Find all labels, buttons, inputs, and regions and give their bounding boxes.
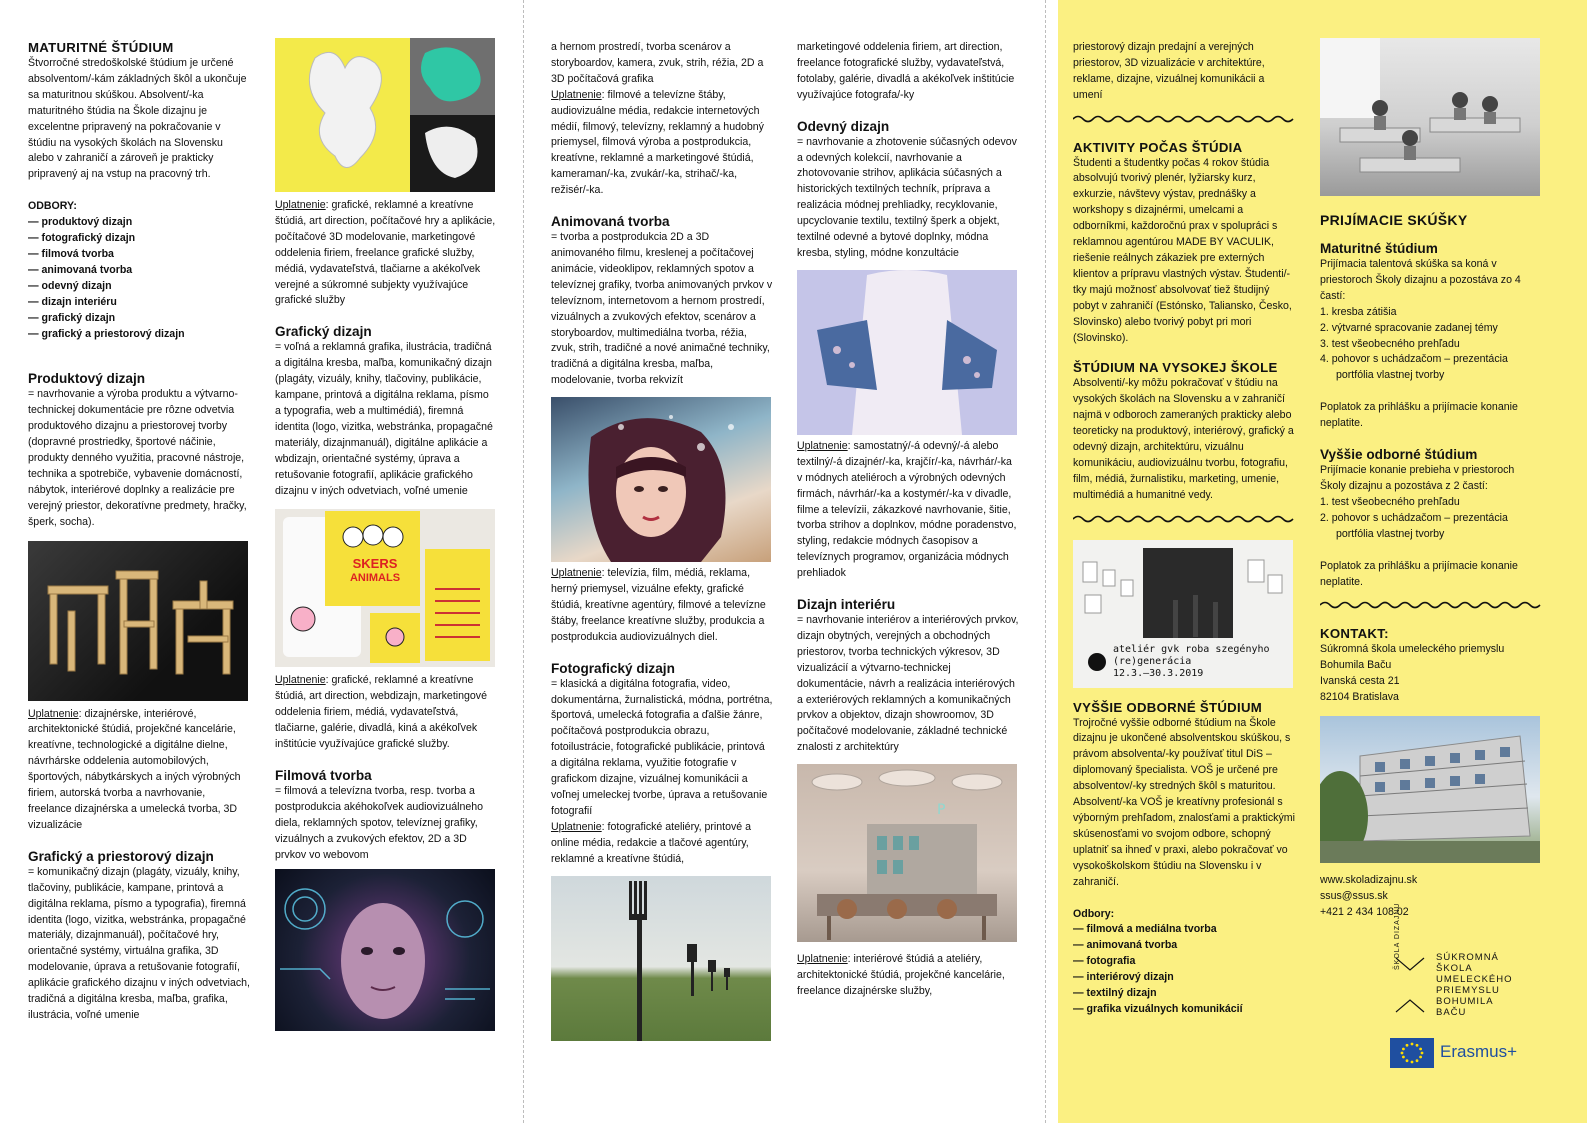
product-design-photo xyxy=(28,541,248,701)
uplatnenie-label: Uplatnenie xyxy=(28,707,79,720)
fold-line xyxy=(523,0,524,1123)
wavy-divider xyxy=(1320,600,1542,610)
graficky-priestorovy-uplatnenie: : grafické, reklamné a kreatívne štúdiá, art direction, počítačové hry a aplikácie, počítačové 3D modelovanie, marketingové oddelenia firiem, freelance grafické služby, médiá, vydavateľstvá, tlačiarne a akékoľvek verejné a súkromné subjekty využívajúce grafické služby xyxy=(275,199,496,307)
odbor-item: — grafický a priestorový dizajn xyxy=(28,327,185,340)
odbor-item: — grafický dizajn xyxy=(28,311,116,324)
vos-odbor-item: — fotografia xyxy=(1073,955,1136,968)
produktovy-dizajn-text: = navrhovanie a výroba produktu a výtvarno-technickej dokumentácie pre rôzne odvetvia produktového dizajnu a priestorovej tvorby (dopravné prostriedky, športové náčinie, produkty denného využitia, pracovné nástroje, technika a spotrebiče, vybavenie domácností, nábytok, interiérové doplnky a realizácie pre verejný priestor, dekoratívne predmety, hračky, šperk, socha). xyxy=(28,388,247,528)
animovana-uplatnenie-text: : televízia, film, médiá, reklama, herný priemysel, vizuálne efekty, grafické štúdiá, kreatívne agentúry, filmové a televízne štáby, freelance kreatívne služby, produkcia a postprodukcia audiovizuálnych diel. xyxy=(551,567,766,643)
vos-odbory-heading: Odbory: xyxy=(1073,907,1115,920)
erasmus-logo xyxy=(1390,1038,1540,1070)
wavy-divider xyxy=(1073,114,1295,124)
animation-illustration xyxy=(551,397,771,562)
part-item: 2. výtvarné spracovanie zadanej témy xyxy=(1320,321,1498,334)
filmova-tvorba-cont: a hernom prostredí, tvorba scenárov a storyboardov, kamera, zvuk, strih, réžia, 2D a 3D počítačová grafika xyxy=(551,41,764,85)
column-5 xyxy=(1073,40,1295,1018)
kontakt-address xyxy=(1320,642,1542,706)
odbor-item: — fotografický dizajn xyxy=(28,232,136,245)
uplatnenie-label: Uplatnenie xyxy=(551,88,602,101)
vos-text: Trojročné vyššie odborné štúdium na Škole dizajnu je ukončené absolventskou skúškou, s právom absolventa/-ky používať titul DiS – diplomovaný špecialista. VOŠ je určené pre absolventov/-ky stredných škôl s maturitou. Absolvent/-ka VOŠ je kreatívny profesionál s výborným prehľadom, znalosťami a praktickými skúsenosťami vo svojom odbore, schopný uplatniť sa ihneď v praxi, alebo pokračovať vo vysokoškolskom štúdiu na Slovensku i v zahraničí. xyxy=(1073,716,1295,888)
poster-subtitle: ANIMALS xyxy=(349,572,401,585)
filmova-tvorba-heading: Filmová tvorba xyxy=(275,767,372,783)
part-item: 4. pohovor s uchádzačom – prezentácia portfólia vlastnej tvorby xyxy=(1320,353,1508,382)
column-1 xyxy=(28,40,250,1024)
poster-merch-photo xyxy=(275,509,495,667)
part-item: 1. test všeobecného prehľadu xyxy=(1320,495,1460,508)
odbory-heading: ODBORY: xyxy=(28,200,77,213)
uplatnenie-label: Uplatnenie xyxy=(797,953,848,966)
address-line: Bohumila Baču xyxy=(1320,659,1392,672)
logo-line: BAČU xyxy=(1436,1007,1467,1018)
fashion-photo xyxy=(797,270,1017,435)
logo-mark-text: ŠKOLA DIZAJNU xyxy=(1394,902,1401,970)
graficky-priestorovy-heading: Grafický a priestorový dizajn xyxy=(28,848,214,864)
odbory-list xyxy=(28,215,250,342)
aktivity-text: Študenti a študentky počas 4 rokov štúdia absolvujú tvorivý plenér, lyžiarsky kurz, exkurzie, návštevy výstav, prednášky a workshopy s dizajnérmi, umelcami a odborníkmi, každoročnú prax v spolupráci s reklamnou agentúrou MADE BY VACULIK, riešenie reálnych zákaziek pre externých klientov a prípravu vlastných výstav. Študenti/-tky majú možnosť absolvovať tiež študijný pobyt v zahraničí (Estónsko, Taliansko, Česko, Slovinsko) alebo tvorivý pobyt pri mori (Slovinsko). xyxy=(1073,156,1292,344)
vysoka-skola-heading: ŠTÚDIUM NA VYSOKEJ ŠKOLE xyxy=(1073,360,1278,376)
classroom-photo xyxy=(1320,38,1540,196)
logo-wordmark xyxy=(1436,952,1513,1018)
uplatnenie-label: Uplatnenie xyxy=(797,439,848,452)
dizajn-interieru-heading: Dizajn interiéru xyxy=(797,597,896,613)
odevny-dizajn-heading: Odevný dizajn xyxy=(797,118,890,134)
graficky-dizajn-uplatnenie: : grafické, reklamné a kreatívne štúdiá, art direction, webdizajn, marketingové oddelenia firiem, médiá, vydavateľstvá, tlačiarne, galérie, divadlá, kiná a akékoľvek inštitúcie využívajúce grafické služby. xyxy=(275,674,487,751)
vos-odbor-item: — interiérový dizajn xyxy=(1073,971,1174,984)
logo-line: PRIEMYSLU xyxy=(1436,985,1500,996)
vos-fee-note: Poplatok za prihlášku a prijímacie konanie neplatite. xyxy=(1320,559,1518,588)
3d-sculpture-image xyxy=(275,38,495,192)
giant-forks-photo xyxy=(551,876,771,1041)
fotograficky-dizajn-heading: Fotografický dizajn xyxy=(551,660,675,676)
gallery-exhibition-photo xyxy=(1073,540,1293,688)
part-item: 3. test všeobecného prehľadu xyxy=(1320,337,1460,350)
svg-text:P: P xyxy=(937,802,946,819)
address-line: Ivanská cesta 21 xyxy=(1320,675,1400,688)
maturitne-fee-note: Poplatok za prihlášku a prijímacie konanie neplatite. xyxy=(1320,401,1518,430)
uplatnenie-label: Uplatnenie xyxy=(551,820,602,833)
produktovy-uplatnenie-text: : dizajnérske, interiérové, architektonické štúdiá, projekčné kancelárie, kreatívne, technologické a digitálne dielne, návrhárske oddelenia automobilových, športových, nábytkárskych a iných výrobných firiem, autorská tvorba a navrhovanie, freelance dizajnérska a umelecká tvorba, 3D vizualizácie xyxy=(28,707,241,831)
gallery-caption-3: 12.3.–30.3.2019 xyxy=(1113,667,1204,679)
vos-odbor-item: — textilný dizajn xyxy=(1073,987,1157,1000)
odbor-item: — filmová tvorba xyxy=(28,247,114,260)
graficky-priestorovy-text: = komunikačný dizajn (plagáty, vizuály, knihy, tlačoviny, publikácie, kampane, printová a digitálna reklama, písmo a typografia), firemná identita (logo, vizitka, webstránka, propagačné materiály, dizajnmanuál), počítačové hry, orientačné systémy, virtuálna grafika, 3D modelovanie, úprava a retušovanie fotografií, aplikácie grafického dizajnu v iných odvetviach, tradičná a digitálna kresba, maľba, grafika, ilustrácia, voľné umenie xyxy=(28,865,251,1021)
column-6 xyxy=(1320,38,1542,921)
vos-parts-list xyxy=(1320,495,1542,543)
interior-render xyxy=(797,764,1017,942)
maturitne-prijimacky-text: Prijímacia talentová skúška sa koná v priestoroch Školy dizajnu a pozostáva zo 4 častí: xyxy=(1320,258,1521,302)
uplatnenie-label: Uplatnenie xyxy=(275,199,326,211)
address-line: 82104 Bratislava xyxy=(1320,691,1399,704)
odbor-item: — odevný dizajn xyxy=(28,279,112,292)
erasmus-label: Erasmus+ xyxy=(1440,1042,1517,1061)
vos-prijimacky-text: Prijímacie konanie prebieha v priestoroch Školy dizajnu a pozostáva z 2 častí: xyxy=(1320,464,1515,492)
animovana-tvorba-text: = tvorba a postprodukcia 2D a 3D animovaného filmu, kreslenej a počítačovej animácie, videoklipov, reklamných spotov a televíznej grafiky, tvorba animovaných prvkov v televíznom, internetovom a hernom prostredí, vizuálnych a zvukových efektov, scenárov a storyboardov, multimediálna tvorba, réžia, zvuk, strih, tradičné a nové animačné techniky, tradičná a digitálna kresba, maľba, modelovanie, tvorba rekvizít xyxy=(551,231,773,387)
vysoka-skola-text: Absolventi/-ky môžu pokračovať v štúdiu na vysokých školách na Slovensku a v zahraničí najmä v odboroch zameraných prakticky alebo teoreticky na produktový, interiérový, grafický a odevný dizajn, architektúru, vizuálnu komunikáciu, audiovizuálnu tvorbu, fotografiu, film, médiá, žurnalistiku, marketing, umenie, multimédiá a humanitné vedy. xyxy=(1073,377,1294,501)
odevny-dizajn-text: = navrhovanie a zhotovenie súčasných odevov a odevných kolekcií, navrhovanie a zhotovovanie strihov, aplikácia súčasných a historických textilných techník, príprava a realizácia módnej prehliadky, recyklovanie, upcyclovanie textilu, textilný šperk a objekt, textilné odevné a bytové doplnky, módna kresba, styling, módne konzultácie xyxy=(797,135,1017,259)
maturitne-intro: Štvorročné stredoškolské štúdium je určené absolventom/-kám základných škôl a ukončuje sa maturitnou skúškou. Absolvent/-ka maturitného štúdia na Škole dizajnu je excelentne pripravený na pokračovanie v štúdiu na vysokých školách na Slovensku alebo v zahraničí a zároveň je prakticky pripravený aj na vstup na pracovný trh. xyxy=(28,57,247,181)
school-building-photo xyxy=(1320,716,1540,863)
dizajn-interieru-text: = navrhovanie interiérov a interiérových prvkov, dizajn obytných, verejných a obchodných priestorov, tvorba technických výkresov, 3D vizualizácií a výtvarno-technickej dokumentácie, návrh a realizácia interiérových a exteriérových reklamných a komunikačných prvkov a objektov, dizajn showroomov, 3D počítačové modelovanie, základné technické znalosti z architektúry xyxy=(797,614,1019,754)
fotograficky-cont: marketingové oddelenia firiem, art direction, freelance fotografické služby, vydavateľstvá, fotolaby, galérie, divadlá a akékoľvek inštitúcie využívajúce fotografa/-ky xyxy=(797,41,1015,101)
odbor-item: — produktový dizajn xyxy=(28,216,133,229)
column-2 xyxy=(275,38,497,1031)
wavy-divider xyxy=(1073,514,1295,524)
logo-line: ŠKOLA xyxy=(1436,963,1473,974)
uplatnenie-label: Uplatnenie xyxy=(551,567,602,580)
vos-odbor-item: — animovaná tvorba xyxy=(1073,939,1178,952)
part-item: 1. kresba zátišia xyxy=(1320,305,1397,318)
vos-odbor-item: — filmová a mediálna tvorba xyxy=(1073,923,1217,936)
poster-title: SKERS xyxy=(352,556,398,572)
web-link[interactable]: www.skoladizajnu.sk xyxy=(1320,873,1418,886)
produktovy-dizajn-heading: Produktový dizajn xyxy=(28,371,146,387)
kontakt-heading: KONTAKT: xyxy=(1320,626,1389,642)
phone-number: +421 2 434 108 02 xyxy=(1320,905,1409,918)
prijimacie-skusky-heading: PRIJÍMACIE SKÚŠKY xyxy=(1320,212,1468,228)
logo-mark xyxy=(1390,902,1432,1018)
eu-flag-icon xyxy=(1390,1038,1434,1068)
aktivity-heading: AKTIVITY POČAS ŠTÚDIA xyxy=(1073,139,1243,155)
vos-heading: VYŠŠIE ODBORNÉ ŠTÚDIUM xyxy=(1073,699,1263,715)
fold-line xyxy=(1045,0,1046,1123)
fotograficky-dizajn-text: = klasická a digitálna fotografia, video, dokumentárna, žurnalistická, módna, portrétna, športová, umelecká fotografia a ďalšie žánre, počítačová postprodukcia obrazu, fotoilustrácie, fotografické publikácie, printová a digitálna reklama, využitie fotografie v grafickom dizajne, vizuálnej komunikácii a voľnej umeleckej tvorbe, úprava a retušovanie fotografií xyxy=(551,677,773,817)
maturitne-studium-heading: MATURITNÉ ŠTÚDIUM xyxy=(28,40,174,55)
gallery-caption-1: ateliér gvk roba szegényho xyxy=(1113,643,1270,655)
filmova-uplatnenie-text: : filmové a televízne štáby, audiovizuálne média, redakcie internetových médií, filmový, televízny, reklamný a hudobný priemysel, filmová výroba a postprodukcia, kreatívne, reklamné a marketingové štúdiá, kameraman/-ka, zvukár/-ka, strihač/-ka, režisér/-ka. xyxy=(551,88,764,197)
uplatnenie-label: Uplatnenie xyxy=(275,674,326,687)
film-hud-photo xyxy=(275,869,495,1031)
graficky-dizajn-heading: Grafický dizajn xyxy=(275,324,372,340)
vos-prijimacky-heading: Vyššie odborné štúdium xyxy=(1320,447,1478,463)
vos-odbory-list xyxy=(1073,922,1295,1017)
dizajn-interieru-uplatnenie: : interiérové štúdiá a ateliéry, architektonické štúdiá, projekčné kancelárie, freelance dizajnérske služby, xyxy=(797,953,1005,997)
logo-line: BOHUMILA xyxy=(1436,996,1494,1007)
address-line: Súkromná škola umeleckého priemyslu xyxy=(1320,643,1505,656)
logo-line: SÚKROMNÁ xyxy=(1436,952,1499,963)
fotograficky-uplatnenie-text: : fotografické ateliéry, printové a online média, redakcie a tlačové agentúry, reklamné a kreatívne štúdiá, xyxy=(551,820,752,865)
column-3 xyxy=(551,40,773,1041)
vos-odbor-item: — grafika vizuálnych komunikácií xyxy=(1073,1002,1243,1015)
logo-line: UMELECKÉHO xyxy=(1436,974,1513,985)
odevny-uplatnenie-text: : samostatný/-á odevný/-á alebo textilný/-á dizajnér/-ka, krajčír/-ka, návrhár/-ka v módnych ateliéroch a výrobných odevných firmách, návrhár/-ka a kostymér/-ka v divadle, filme a televízii, zákazkové navrhovanie, šitie, tvorba strihov a doplnkov, módne poradenstvo, styling, redakcie módnych časopisov a televíznych programov, organizácia módnych prehliadok xyxy=(797,439,1017,580)
email-link[interactable]: ssus@ssus.sk xyxy=(1320,889,1388,902)
graficky-dizajn-text: = voľná a reklamná grafika, ilustrácia, tradičná a digitálna kresba, maľba, komunikačný dizajn (plagáty, vizuály, knihy, tlačoviny, publikácie, kampane, printová a digitálna reklama, písmo a typografia, web a multimédiá), firemná identita (logo, vizitka, webstránka, propagačné materiály, dizajnmanuál), digitálne aplikácie a wbdizajn, orientačné systémy, úprava a retušovanie fotografií, aplikácie grafického dizajnu v iných odvetviach, voľné umenie xyxy=(275,341,493,497)
column-4 xyxy=(797,40,1019,1000)
maturitne-prijimacky-heading: Maturitné štúdium xyxy=(1320,241,1438,256)
interier-cont: priestorový dizajn predajní a verejných priestorov, 3D vizualizácie v architektúre, reklame, dizajne, vizuálnej komunikácii a umení xyxy=(1073,41,1265,101)
filmova-tvorba-text: = filmová a televízna tvorba, resp. tvorba a postprodukcia akéhokoľvek audiovizuálneho diela, reklamných spotov, televíznej grafiky, vizuálnych a zvukových efektov, 2D a 3D prvkov vo webovom xyxy=(275,784,484,861)
part-item: 2. pohovor s uchádzačom – prezentácia portfólia vlastnej tvorby xyxy=(1320,511,1508,540)
odbor-item: — animovaná tvorba xyxy=(28,263,133,276)
animovana-tvorba-heading: Animovaná tvorba xyxy=(551,214,670,230)
gallery-caption-2: (re)generácia xyxy=(1113,655,1192,667)
maturitne-parts-list xyxy=(1320,305,1542,385)
odbor-item: — dizajn interiéru xyxy=(28,295,117,308)
school-logo xyxy=(1390,902,1550,1022)
